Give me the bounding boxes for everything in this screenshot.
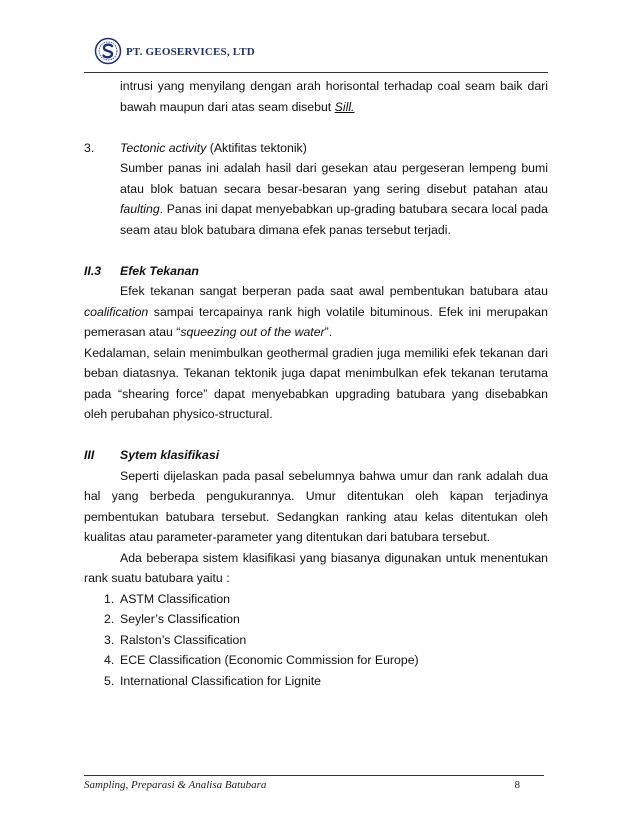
company-name: PT. GEOSERVICES, LTD bbox=[126, 46, 255, 58]
paragraph-efek-tekanan-1: Efek tekanan sangat berperan pada saat awal pembentukan batubara atau coalification sampai tercapainya rank high volatile bituminous. Efek ini merupakan pemerasan atau “squeezing out of the water”. bbox=[84, 284, 548, 339]
company-logo-icon bbox=[94, 37, 122, 65]
page-header bbox=[94, 37, 546, 77]
list-item-tectonic bbox=[84, 138, 548, 159]
list-item: 1. ASTM Classification bbox=[104, 591, 231, 606]
document-body bbox=[84, 76, 548, 691]
header-divider bbox=[84, 72, 548, 73]
list-item: 3. Ralston’s Classification bbox=[104, 632, 247, 647]
item-title: Tectonic activity (Aktifitas tektonik) bbox=[120, 140, 307, 155]
tectonic-description: Sumber panas ini adalah hasil dari gesekan atau pergeseran lempeng bumi atau blok batuan secara besar-besaran yang sering disebut patahan atau faulting. Panas ini dapat menyebabkan up-grading batubara secara local pada seam atau blok batubara dimana efek panas tersebut terjadi. bbox=[120, 161, 548, 237]
footer-divider bbox=[84, 775, 544, 776]
page-number: 8 bbox=[514, 779, 520, 791]
section-heading-efek-tekanan: II.3 Efek Tekanan bbox=[84, 263, 199, 278]
section-heading-sistem-klasifikasi: III Sytem klasifikasi bbox=[84, 448, 220, 462]
list-item: 4. ECE Classification (Economic Commission for Europe) bbox=[104, 653, 419, 667]
list-item: 2. Seyler’s Classification bbox=[104, 612, 240, 626]
paragraph-continuation: intrusi yang menyilang dengan arah horisontal terhadap coal seam baik dari bawah maupun dari atas seam disebut Sill. bbox=[120, 79, 548, 114]
item-number: 3. bbox=[84, 140, 95, 155]
page-footer bbox=[84, 779, 520, 791]
paragraph-klasifikasi-2: Ada beberapa sistem klasifikasi yang biasanya digunakan untuk menentukan rank suatu batubara yaitu : bbox=[84, 550, 548, 585]
paragraph-klasifikasi-1: Seperti dijelaskan pada pasal sebelumnya bahwa umur dan rank adalah dua hal yang berbeda pengukurannya. Umur ditentukan oleh kapan terjadinya pembentukan batubara tersebut. Sedangkan ranking atau kelas ditentukan oleh kualitas atau parameter-parameter yang ditentukan dari batubara tersebut. bbox=[84, 468, 548, 544]
list-item: 5. International Classification for Lignite bbox=[104, 673, 321, 688]
classification-list bbox=[84, 589, 548, 692]
paragraph-efek-tekanan-2: Kedalaman, selain menimbulkan geothermal gradien juga memiliki efek tekanan dari beban diatasnya. Tekanan tektonik juga dapat menimbulkan efek tekanan terutama pada “shearing force” dapat menyebabkan upgrading batubara yang disebabkan oleh perubahan physico-structural. bbox=[84, 345, 548, 421]
footer-title: Sampling, Preparasi & Analisa Batubara bbox=[84, 779, 267, 791]
